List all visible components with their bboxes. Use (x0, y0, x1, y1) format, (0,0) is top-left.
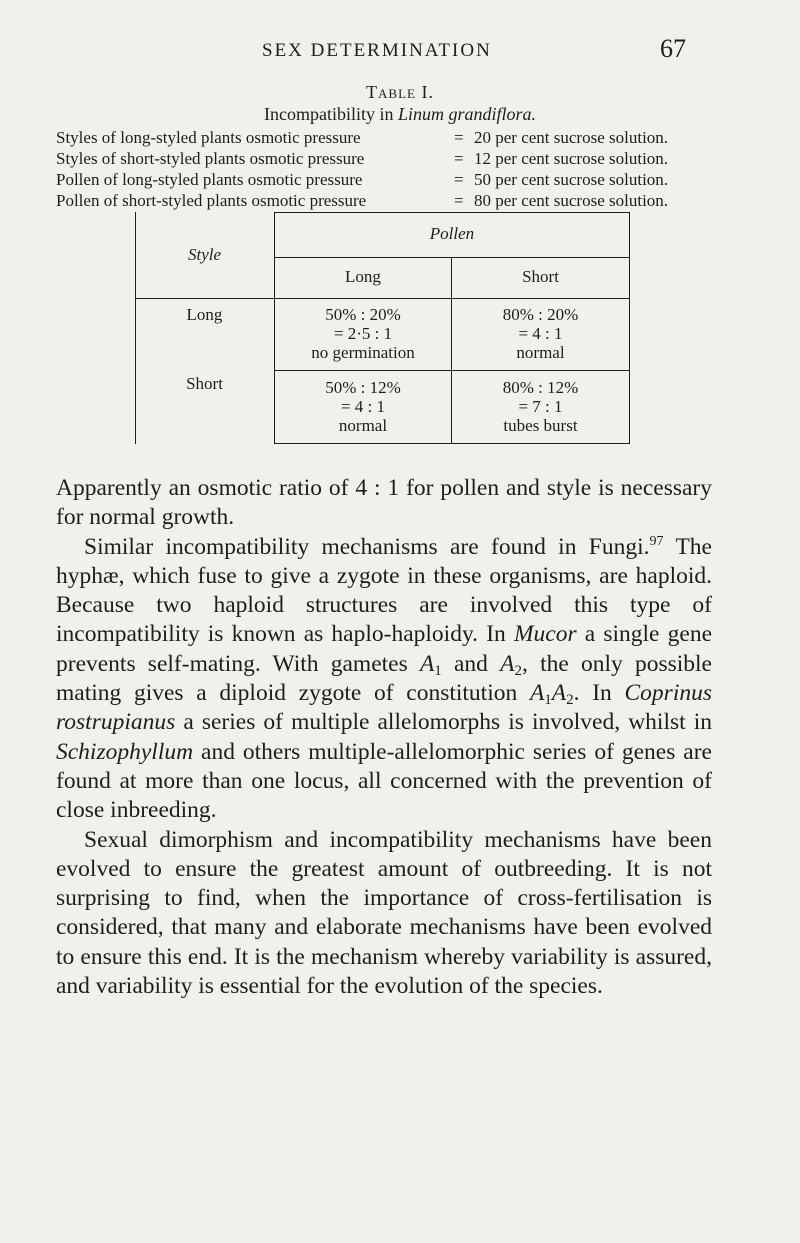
incompatibility-table (135, 212, 630, 444)
cell-long-long: 50% : 20% = 2·5 : 1 no germination (311, 305, 415, 362)
condition-row: Styles of long-styled plants osmotic pressure = 20 per cent sucrose solution. (56, 128, 669, 147)
footnote-ref: 97 (649, 533, 664, 549)
table-rule-top (274, 212, 630, 213)
cell-short-short: 80% : 12% = 7 : 1 tubes burst (502, 378, 579, 435)
table-rule-right (629, 212, 630, 444)
paragraph: Similar incompatibility mechanisms are found in Fungi.$^{97}$ The hyphæ, which fuse to give a zygote in these organisms, are haploid. Because two haploid structures are involved this type of incompatibility is known as haplo-haploidy. In Mucor a single gene prevents self-mating. With gametes $A_1$ and $A_2$, the only possible mating gives a diploid zygote of constitution $A_1A_2$. In Coprinus rostrupianus a series of multiple allelomorphs is involved, whilst in Schizophyllum and others multiple-allelomorphic series of genes are found at more than one locus, all concerned with the prevention of close inbreeding. (56, 533, 712, 824)
paragraph: Apparently an osmotic ratio of 4 : 1 for pollen and style is necessary for normal growth. (56, 475, 712, 531)
page-header (0, 34, 800, 74)
header-short: Short (522, 267, 559, 286)
header-style: Style (187, 245, 222, 264)
header-long: Long (345, 267, 381, 286)
table-rule-row (274, 370, 630, 371)
cell-long-short: 80% : 20% = 4 : 1 normal (502, 305, 579, 362)
row-label-long: Long (186, 305, 223, 324)
table-title: Table I. (366, 82, 434, 102)
condition-row: Pollen of long-styled plants osmotic pressure = 50 per cent sucrose solution. (56, 170, 669, 189)
osmotic-conditions (56, 127, 756, 211)
table-rule-bottom (274, 443, 630, 444)
running-head: SEX DETERMINATION (262, 40, 492, 61)
table-rule-pollen (274, 257, 630, 258)
body-text (56, 474, 712, 1001)
condition-row: Styles of short-styled plants osmotic pressure = 12 per cent sucrose solution. (56, 149, 669, 168)
condition-row: Pollen of short-styled plants osmotic pressure = 80 per cent sucrose solution. (56, 191, 669, 210)
paragraph: Sexual dimorphism and incompatibility mechanisms have been evolved to ensure the greatest amount of outbreeding. It is not surprising to find, when the importance of cross-fertilisation is considered, that many and elaborate mechanisms have been evolved to ensure this end. It is the mechanism whereby variability is assured, and variability is essential for the evolution of the species. (56, 826, 712, 1000)
table-caption: Incompatibility in Linum grandiflora. (263, 104, 536, 124)
page-number: 67 (660, 34, 686, 63)
species-name: Linum grandiflora. (397, 104, 536, 124)
header-pollen: Pollen (429, 224, 475, 243)
row-label-short: Short (186, 374, 223, 393)
table-rule-head (135, 298, 630, 299)
cell-short-long: 50% : 12% = 4 : 1 normal (325, 378, 401, 435)
